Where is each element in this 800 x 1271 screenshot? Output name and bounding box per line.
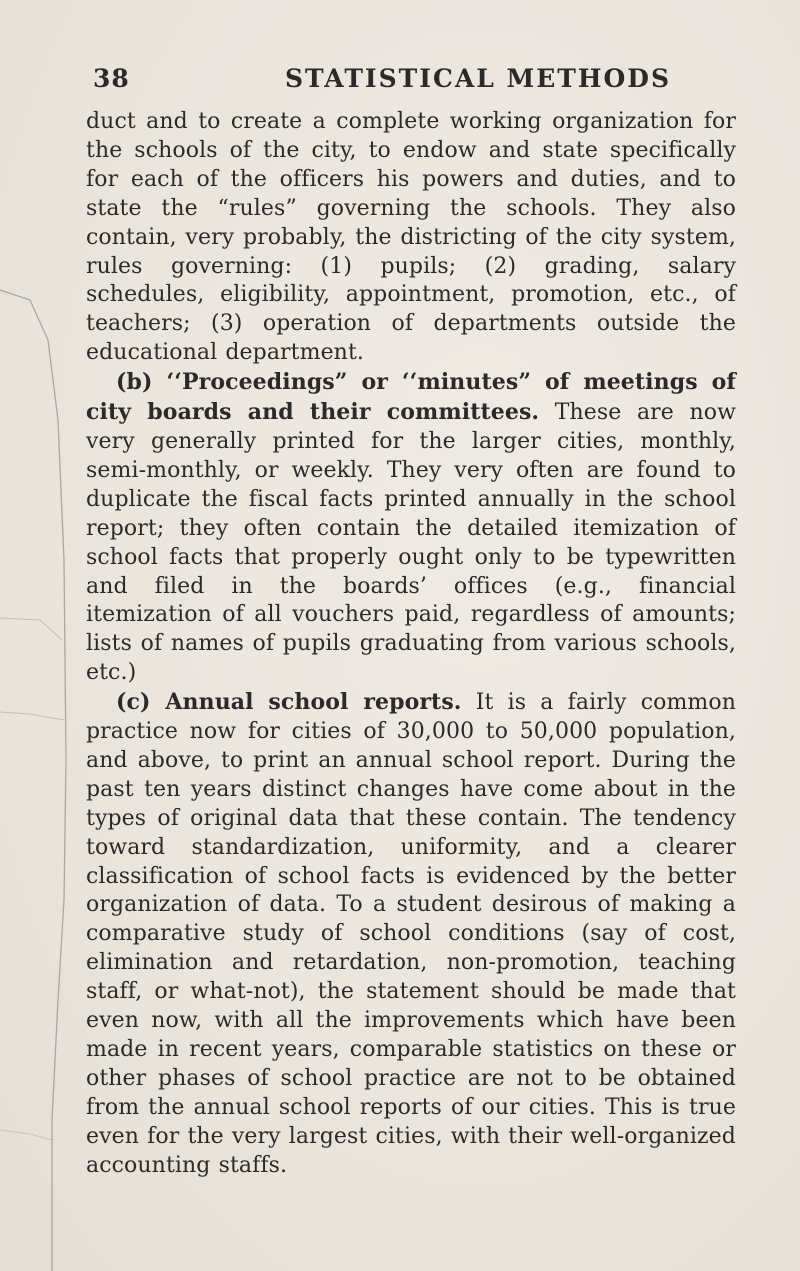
- section-label-proceedings: (b) ‘‘Proceedings” or ‘‘minutes” of meetings of city boards and their committees.: [86, 369, 736, 426]
- paragraph-annual-reports: [86, 688, 736, 1180]
- paragraph-continuation: [86, 108, 736, 368]
- paragraph-proceedings: [86, 368, 736, 688]
- paragraph-text: It is a fairly common practice now for cities of 30,000 to 50,000 population, and above, to print an annual school report. During the past ten years distinct changes have come about in the types of original data that these contain. The tendency toward standardization, uniformity, and a clearer classification of school facts is evidenced by the better organization of data. To a student desirous of making a comparative study of school conditions (say of cost, elimination and retardation, non-promotion, teaching staff, or what-not), the statement should be made that even now, with all the improvements which have been made in recent years, comparable statistics on these or other phases of school practice are not to be obtained from the annual school reports of our cities. This is true even for the very largest cities, with their well-organized accounting staffs.: [86, 690, 736, 1178]
- running-head: STATISTICAL METHODS: [285, 64, 672, 93]
- section-label-annual-reports: (c) Annual school reports.: [116, 689, 462, 716]
- body-text: [86, 108, 736, 1181]
- paragraph-text: These are now very generally printed for the larger cities, monthly, semi-monthly, or weekly. They very often are found to duplicate the fiscal facts printed annually in the school report; they often contain the detailed itemization of school facts that properly ought only to be typewritten and filed in the boards’ offices (e.g., financial itemization of all vouchers paid, regardless of amounts; lists of names of pupils graduating from various schools, etc.): [86, 400, 737, 686]
- page-header: [93, 64, 733, 98]
- paragraph-text: duct and to create a complete working organization for the schools of the city, to endow and state specifically for each of the officers his powers and duties, and to state the “rules” governing the schools. They also contain, very probably, the districting of the city system, rules governing: (1) pupils; (2) grading, salary schedules, eligibility, appointment, promotion, etc., of teachers; (3) operation of departments outside the educational department.: [86, 109, 736, 366]
- page-number: 38: [93, 64, 130, 93]
